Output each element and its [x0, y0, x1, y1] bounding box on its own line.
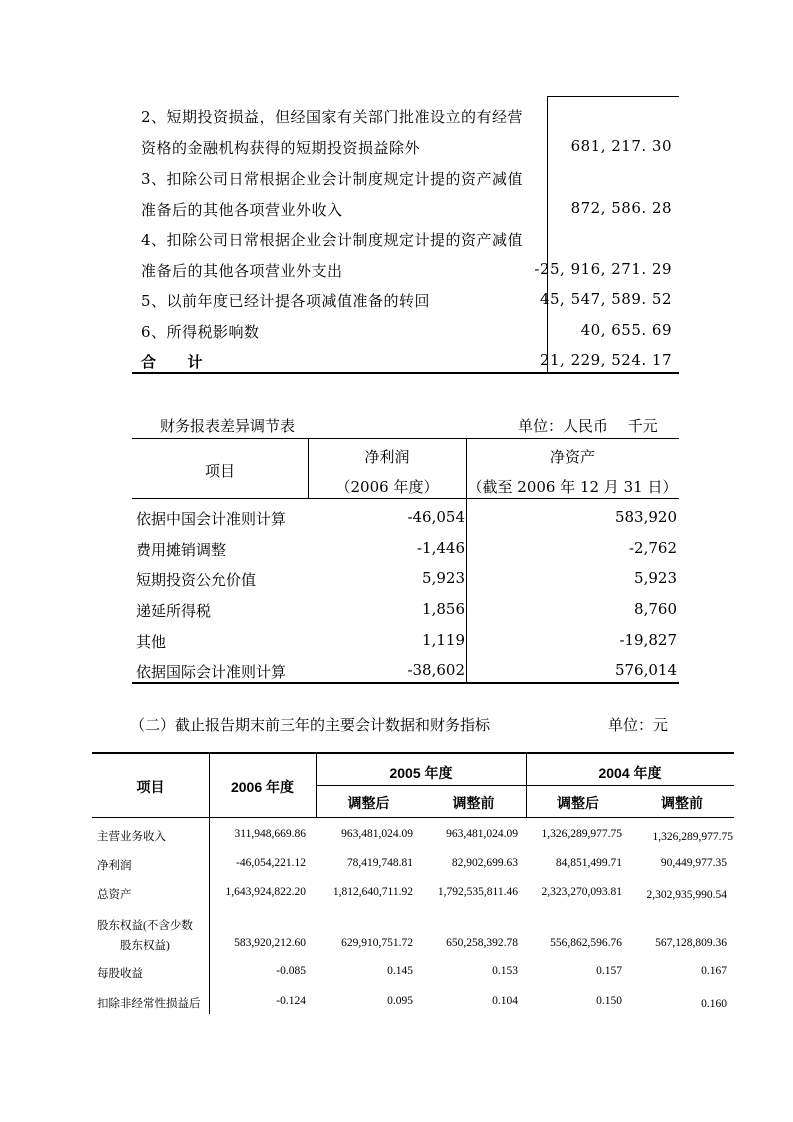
value-2005-adjusted: 78,419,748.81: [346, 857, 413, 869]
value-2006: 583,920,212.60: [234, 937, 306, 949]
net-assets-value: -2,762: [628, 539, 677, 557]
header-2006: 2006 年度: [230, 779, 295, 795]
row-label-line: 4、扣除公司日常根据企业会计制度规定计提的资产减值: [141, 231, 524, 249]
table-top-border: [92, 752, 734, 754]
row-value: 681, 217. 30: [570, 137, 672, 155]
value-2004-adjusted: 84,851,499.71: [555, 857, 622, 869]
value-2004-original: 1,326,289,977.75: [652, 831, 733, 843]
row-value: -25, 916, 271. 29: [534, 260, 672, 278]
row-label-line: 准备后的其他各项营业外收入: [141, 201, 343, 219]
table-bottom-border: [132, 682, 679, 684]
value-2005-original: 82,902,699.63: [451, 857, 518, 869]
header-2005-adjusted-before: 调整前: [452, 795, 495, 811]
net-assets-value: 583,920: [614, 508, 677, 526]
net-profit-value: 5,923: [422, 569, 465, 587]
header-subdivider: [316, 785, 734, 786]
net-profit-value: -1,446: [416, 539, 465, 557]
header-2004-adjusted-before: 调整前: [661, 795, 703, 811]
value-2006: -0.124: [276, 995, 306, 1007]
row-value: 40, 655. 69: [580, 321, 672, 339]
header-net-profit: 净利润: [364, 448, 410, 466]
row-label: 其他: [136, 633, 167, 651]
table-title: 财务报表差异调节表: [160, 417, 296, 435]
value-2005-adjusted: 0.095: [387, 995, 413, 1007]
value-2005-original: 1,792,535,811.46: [437, 886, 518, 898]
value-2004-adjusted: 0.150: [596, 995, 622, 1007]
net-profit-value: 1,856: [422, 600, 465, 618]
row-label: 费用摊销调整: [136, 541, 227, 559]
row-label-line: 资格的金融机构获得的短期投资损益除外: [141, 139, 421, 157]
value-2004-adjusted: 2,323,270,093.81: [541, 886, 622, 898]
section-title: （二）截止报告期末前三年的主要会计数据和财务指标: [130, 716, 491, 734]
header-net-assets: 净资产: [549, 448, 595, 466]
value-2006: -46,054,221.12: [236, 857, 306, 869]
row-label: 递延所得税: [136, 602, 212, 620]
value-2005-original: 963,481,024.09: [446, 828, 518, 840]
header-bottom-border: [92, 817, 734, 818]
total-label: 合 计: [141, 353, 204, 371]
value-2004-original: 2,302,935,990.54: [646, 889, 727, 901]
header-item: 项目: [205, 462, 236, 480]
value-2005-original: 0.153: [492, 965, 518, 977]
net-assets-value: 576,014: [614, 661, 677, 679]
header-net-profit-period: （2006 年度）: [335, 478, 439, 496]
value-2004-original: 0.160: [701, 998, 727, 1010]
value-2005-original: 650,258,392.78: [446, 937, 518, 949]
value-2004-original: 90,449,977.35: [660, 857, 727, 869]
value-2004-adjusted: 1,326,289,977.75: [541, 828, 622, 840]
row-label: 扣除非经常性损益后: [97, 998, 201, 1010]
table-top-border: [547, 96, 679, 97]
header-net-assets-date: （截至 2006 年 12 月 31 日）: [467, 478, 678, 496]
value-2004-original: 0.167: [701, 965, 727, 977]
row-label-line: 3、扣除公司日常根据企业会计制度规定计提的资产减值: [141, 170, 524, 188]
value-2005-adjusted: 0.145: [387, 965, 413, 977]
row-label-line: 5、以前年度已经计提各项减值准备的转回: [141, 292, 431, 310]
value-2004-adjusted: 556,862,596.76: [550, 937, 622, 949]
row-label-line: 2、短期投资损益，但经国家有关部门批准设立的有经营: [141, 108, 524, 126]
net-profit-value: 1,119: [422, 631, 465, 649]
net-profit-value: -46,054: [407, 508, 465, 526]
unit-label: 单位：人民币 千元: [518, 417, 658, 435]
unit-label: 单位：元: [608, 716, 669, 734]
row-label: 主营业务收入: [97, 831, 166, 843]
column-divider: [547, 96, 548, 374]
row-label: 短期投资公允价值: [136, 571, 257, 589]
row-value: 872, 586. 28: [570, 199, 672, 217]
net-assets-value: 8,760: [634, 600, 677, 618]
row-label-line: 6、所得税影响数: [141, 323, 260, 341]
header-2004: 2004 年度: [598, 765, 662, 781]
row-label: 总资产: [97, 889, 132, 901]
value-2006: 311,948,669.86: [234, 828, 306, 840]
value-2005-adjusted: 1,812,640,711.92: [332, 886, 413, 898]
net-profit-value: -38,602: [407, 661, 465, 679]
net-assets-value: 5,923: [634, 569, 677, 587]
header-2005: 2005 年度: [389, 765, 453, 781]
row-label: 依据中国会计准则计算: [136, 510, 287, 528]
net-assets-value: -19,827: [619, 631, 677, 649]
row-label-cont: 股东权益): [120, 940, 170, 952]
row-label: 净利润: [97, 860, 132, 872]
value-2005-adjusted: 629,910,751.72: [341, 937, 413, 949]
value-2005-adjusted: 963,481,024.09: [341, 828, 413, 840]
value-2006: -0.085: [276, 965, 306, 977]
row-value: 45, 547, 589. 52: [539, 290, 672, 308]
row-label: 依据国际会计准则计算: [136, 663, 287, 681]
value-2005-original: 0.104: [492, 995, 518, 1007]
value-2004-adjusted: 0.157: [596, 965, 622, 977]
header-2005-adjusted-after: 调整后: [347, 795, 390, 811]
column-divider: [466, 438, 467, 684]
table-bottom-border: [132, 372, 679, 374]
value-2006: 1,643,924,822.20: [225, 886, 306, 898]
table-top-border: [132, 438, 679, 439]
row-label: 每股收益: [97, 968, 143, 980]
row-label-line: 准备后的其他各项营业外支出: [141, 262, 343, 280]
value-2004-original: 567,128,809.36: [655, 937, 727, 949]
header-item: 项目: [136, 779, 165, 795]
row-label: 股东权益(不含少数: [97, 920, 193, 932]
header-bottom-border: [132, 498, 679, 499]
header-2004-adjusted-after: 调整后: [557, 795, 599, 811]
total-value: 21, 229, 524. 17: [539, 351, 672, 369]
